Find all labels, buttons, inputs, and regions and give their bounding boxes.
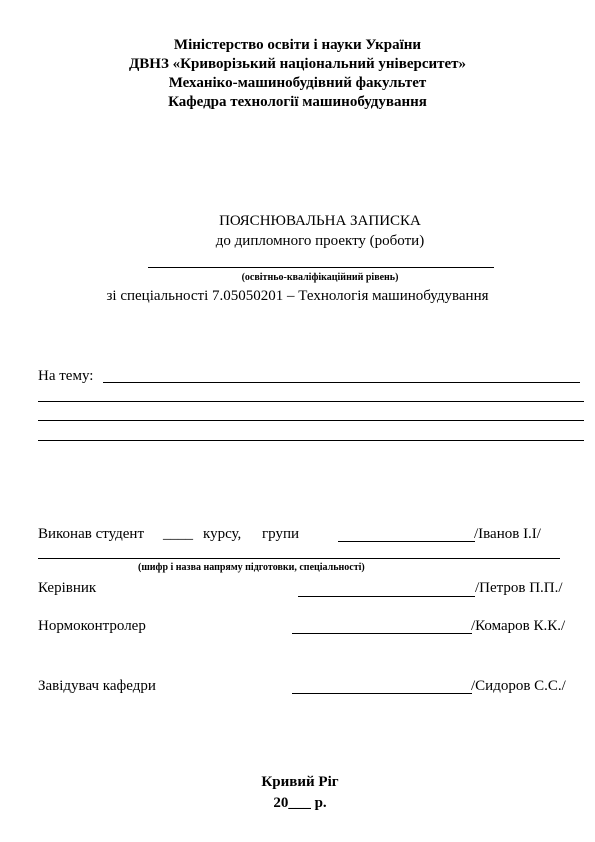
level-caption: (освітньо-кваліфікаційний рівень) [241,272,399,283]
topic-line-4 [38,440,584,441]
group-label: групи [262,526,300,542]
supervisor-name: /Петров П.П./ [475,580,563,596]
topic-line-2 [38,401,584,402]
specialty-code-line [38,558,560,559]
document-title: ПОЯСНЮВАЛЬНА ЗАПИСКА [219,213,421,229]
supervisor-signature-line [298,596,475,597]
normcontroller-name: /Комаров К.К./ [471,618,566,634]
faculty-name: Механіко-машинобудівний факультет [168,75,427,91]
specialty-code-caption: (шифр і назва напряму підготовки, спеціальності) [138,562,365,573]
topic-label: На тему: [38,368,94,384]
student-name: /Іванов І.І/ [474,526,541,542]
supervisor-label: Керівник [38,580,97,596]
normcontroller-signature-line [292,633,472,634]
head-name: /Сидоров С.С./ [471,678,566,694]
head-label: Завідувач кафедри [38,678,156,694]
course-blank: ____ [163,526,193,542]
document-subtitle: до дипломного проекту (роботи) [215,233,425,249]
year: 20___ р. [273,795,327,811]
student-label: Виконав студент [38,526,145,542]
department-name: Кафедра технології машинобудування [168,94,427,110]
normcontroller-label: Нормоконтролер [38,618,146,634]
student-signature-line [338,541,475,542]
head-signature-line [292,693,472,694]
university-name: ДВНЗ «Криворізький національний університет» [128,56,467,72]
topic-line-3 [38,420,584,421]
topic-line-1 [103,382,580,383]
level-line [148,267,494,268]
ministry-name: Міністерство освіти і науки України [173,37,422,53]
course-label: курсу, [203,526,242,542]
specialty-line: зі спеціальності 7.05050201 – Технологія машинобудування [106,288,489,304]
city: Кривий Ріг [261,774,339,790]
